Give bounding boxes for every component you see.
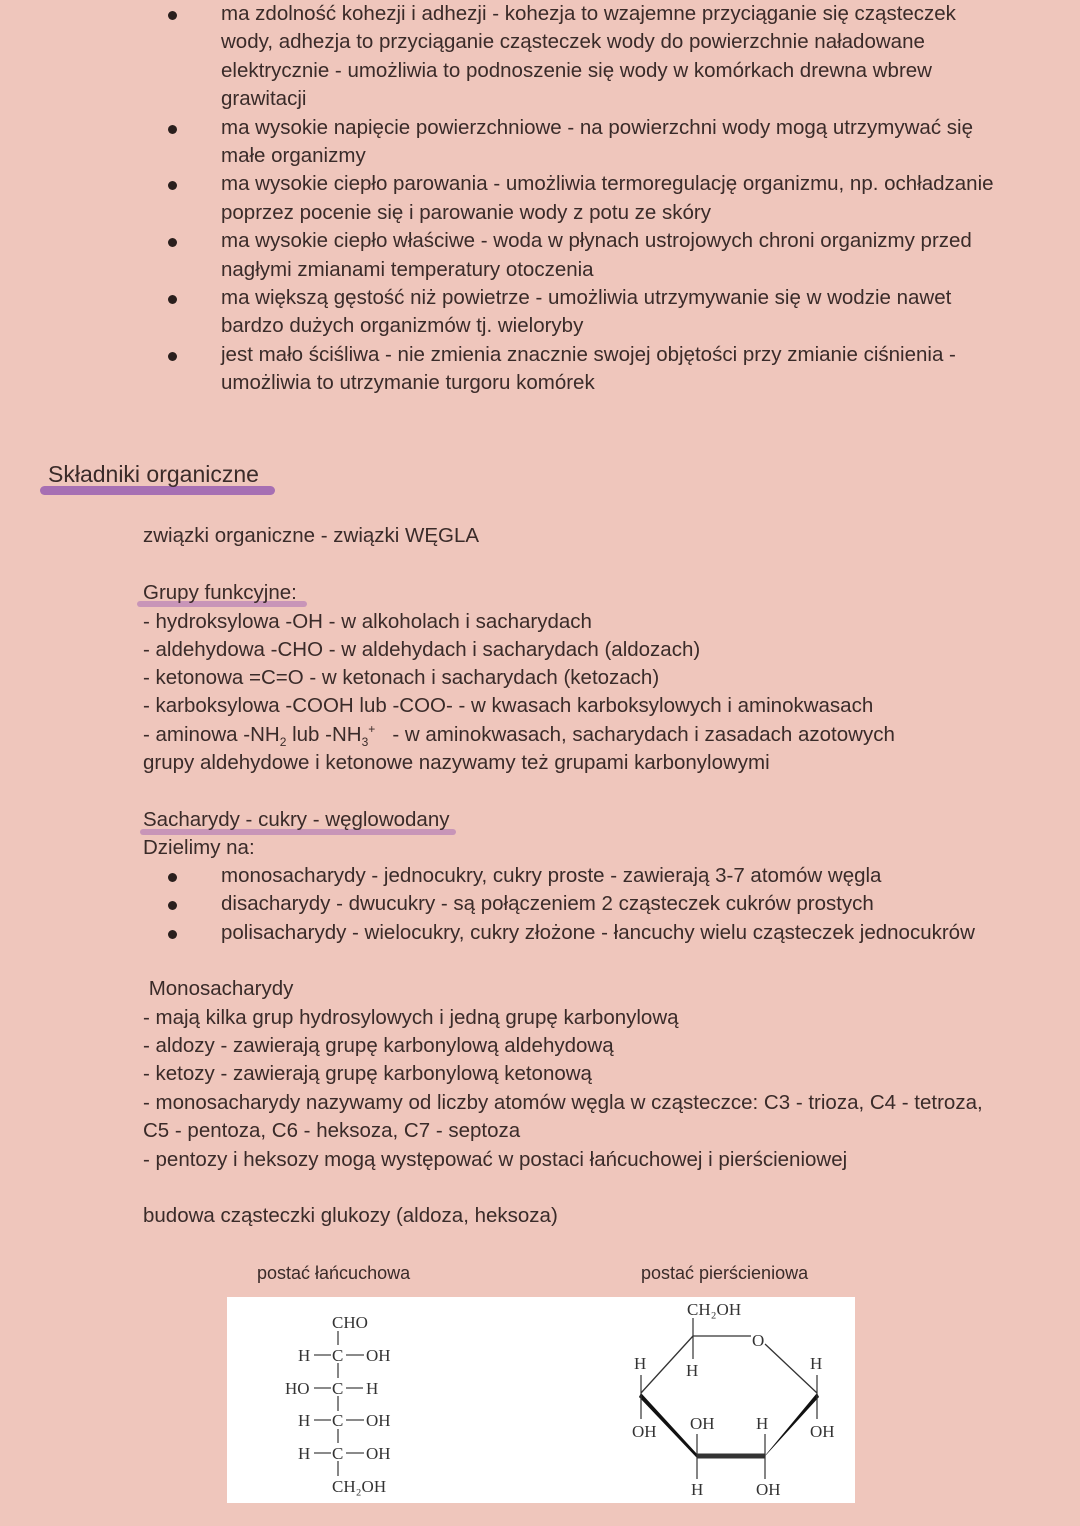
chem-atom: OH xyxy=(810,1422,835,1441)
list-item xyxy=(0,341,1021,398)
monosaccharides-line: C5 - pentoza, C6 - heksoza, C7 - septoza xyxy=(143,1119,521,1142)
list-text: monosacharydy - jednocukry, cukry proste - zawierają 3-7 atomów węgla xyxy=(221,864,882,887)
subscript: 2 xyxy=(279,735,287,750)
functional-group-item-amino xyxy=(143,721,895,749)
list-text: polisacharydy - wielocukry, cukry złożone - łancuchy wielu cząsteczek jednocukrów xyxy=(221,920,975,944)
glucose-structure-figure xyxy=(227,1297,855,1503)
list-text: ma wysokie ciepło właściwe - woda w płynach ustrojowych chroni organizmy przed xyxy=(221,229,972,253)
glucose-title: budowa cząsteczki glukozy (aldoza, heksoza) xyxy=(143,1204,558,1227)
chem-atom: H xyxy=(686,1361,699,1380)
functional-group-item: - aldehydowa -CHO - w aldehydach i sacharydach (aldozach) xyxy=(143,638,701,661)
chem-atom: H xyxy=(810,1354,823,1373)
chem-atom: H xyxy=(634,1354,647,1373)
bullet-icon xyxy=(168,181,177,190)
ring-oxygen-label: O xyxy=(752,1331,765,1350)
list-item xyxy=(0,0,1021,114)
list-text: grawitacji xyxy=(221,87,307,111)
bullet-icon xyxy=(168,295,177,304)
functional-group-item: - ketonowa =C=O - w ketonach i sacharydach (ketozach) xyxy=(143,666,660,689)
list-text: nagłymi zmianami temperatury otoczenia xyxy=(221,257,594,281)
chem-atom: C xyxy=(332,1379,344,1398)
functional-group-item: - karboksylowa -COOH lub -COO- - w kwasach karboksylowych i aminokwasach xyxy=(143,694,874,717)
functional-groups-note: grupy aldehydowe i ketonowe nazywamy też grupami karbonylowymi xyxy=(143,751,770,774)
section-title: Składniki organiczne xyxy=(48,461,259,487)
chem-atom: H xyxy=(298,1411,311,1430)
bullet-icon xyxy=(168,11,177,20)
list-text: ma zdolność kohezji i adhezji - kohezja to wzajemne przyciąganie się cząsteczek xyxy=(221,2,956,25)
list-item xyxy=(0,890,1071,918)
subscript: 3 xyxy=(361,735,369,750)
monosaccharides-line: - monosacharydy nazywamy od liczby atomów węgla w cząsteczce: C3 - trioza, C4 - tetroza, xyxy=(143,1091,983,1114)
chem-atom: C xyxy=(332,1444,344,1463)
amino-prefix: - aminowa -NH xyxy=(143,723,280,746)
ring-ch2oh-label: CH₂OH xyxy=(687,1300,742,1319)
list-item xyxy=(0,862,1071,890)
list-text: umożliwia to utrzymanie turgoru komórek xyxy=(221,371,595,395)
chain-form-caption: postać łańcuchowa xyxy=(257,1263,411,1283)
chem-atom: C xyxy=(332,1411,344,1430)
chain-top-label: CHO xyxy=(332,1313,368,1332)
amino-suffix: - w aminokwasach, sacharydach i zasadach azotowych xyxy=(375,723,895,746)
chem-atom: OH xyxy=(632,1422,657,1441)
amino-mid: lub -NH xyxy=(286,723,362,746)
chem-atom: H xyxy=(298,1444,311,1463)
chem-atom: OH xyxy=(756,1480,781,1499)
superscript: + xyxy=(368,722,376,737)
chem-atom: OH xyxy=(366,1444,391,1463)
bullet-icon xyxy=(168,873,177,882)
monosaccharides-title: Monosacharydy xyxy=(143,977,294,1000)
list-item xyxy=(0,919,1071,947)
list-text: bardzo dużych organizmów tj. wieloryby xyxy=(221,314,584,338)
chem-atom: H xyxy=(756,1414,769,1433)
list-text: małe organizmy xyxy=(221,144,366,168)
chem-atom: C xyxy=(332,1346,344,1365)
bullet-icon xyxy=(168,238,177,247)
chem-atom: OH xyxy=(366,1346,391,1365)
monosaccharides-line: - mają kilka grup hydrosylowych i jedną grupę karbonylową xyxy=(143,1006,679,1029)
functional-group-item: - hydroksylowa -OH - w alkoholach i sacharydach xyxy=(143,610,592,633)
bullet-icon xyxy=(168,930,177,939)
list-text: jest mało ściśliwa - nie zmienia znacznie swojej objętości przy zmianie ciśnienia - xyxy=(221,342,956,366)
list-text: elektrycznie - umożliwia to podnoszenie się wody w komórkach drewna wbrew xyxy=(221,58,932,82)
list-text: ma większą gęstość niż powietrze - umożliwia utrzymywanie się w wodzie nawet xyxy=(221,286,952,310)
list-item xyxy=(0,227,1021,284)
list-item xyxy=(0,170,1021,227)
glucose-ring-structure xyxy=(639,1318,819,1479)
saccharide-types-list xyxy=(0,862,1080,947)
bullet-icon xyxy=(168,352,177,361)
intro-text: związki organiczne - związki WĘGLA xyxy=(143,524,480,547)
list-text: poprzez pocenie się i parowanie wody z potu ze skóry xyxy=(221,200,711,224)
saccharides-title: Sacharydy - cukry - węglowodany xyxy=(143,808,450,831)
monosaccharides-line: - ketozy - zawierają grupę karbonylową ketonową xyxy=(143,1062,592,1085)
list-text: ma wysokie ciepło parowania - umożliwia termoregulację organizmu, np. ochładzanie xyxy=(221,172,994,196)
list-text: disacharydy - dwucukry - są połączeniem 2 cząsteczek cukrów prostych xyxy=(221,892,874,916)
monosaccharides-line: - aldozy - zawierają grupę karbonylową aldehydową xyxy=(143,1034,614,1057)
list-text: wody, adhezja to przyciąganie cząsteczek wody do powierzchnie naładowane xyxy=(221,30,925,54)
list-item xyxy=(0,114,1021,171)
chem-atom: H xyxy=(298,1346,311,1365)
monosaccharides-line: - pentozy i heksozy mogą występować w postaci łańcuchowej i pierścieniowej xyxy=(143,1148,848,1171)
functional-groups-title: Grupy funkcyjne: xyxy=(143,581,297,604)
water-properties-list xyxy=(0,0,1080,398)
glucose-structures-diagram xyxy=(227,1297,855,1503)
list-item xyxy=(0,284,1021,341)
chem-atom: H xyxy=(691,1480,704,1499)
bullet-icon xyxy=(168,901,177,910)
bullet-icon xyxy=(168,125,177,134)
list-text: ma wysokie napięcie powierzchniowe - na powierzchni wody mogą utrzymywać się xyxy=(221,115,973,139)
chem-atom: H xyxy=(366,1379,379,1398)
chem-atom: OH xyxy=(366,1411,391,1430)
chem-atom: HO xyxy=(285,1379,310,1398)
saccharides-intro: Dzielimy na: xyxy=(143,836,255,859)
ring-form-caption: postać pierścieniowa xyxy=(641,1263,809,1283)
chem-atom: OH xyxy=(690,1414,715,1433)
chain-bottom-label: CH₂OH xyxy=(332,1477,387,1496)
